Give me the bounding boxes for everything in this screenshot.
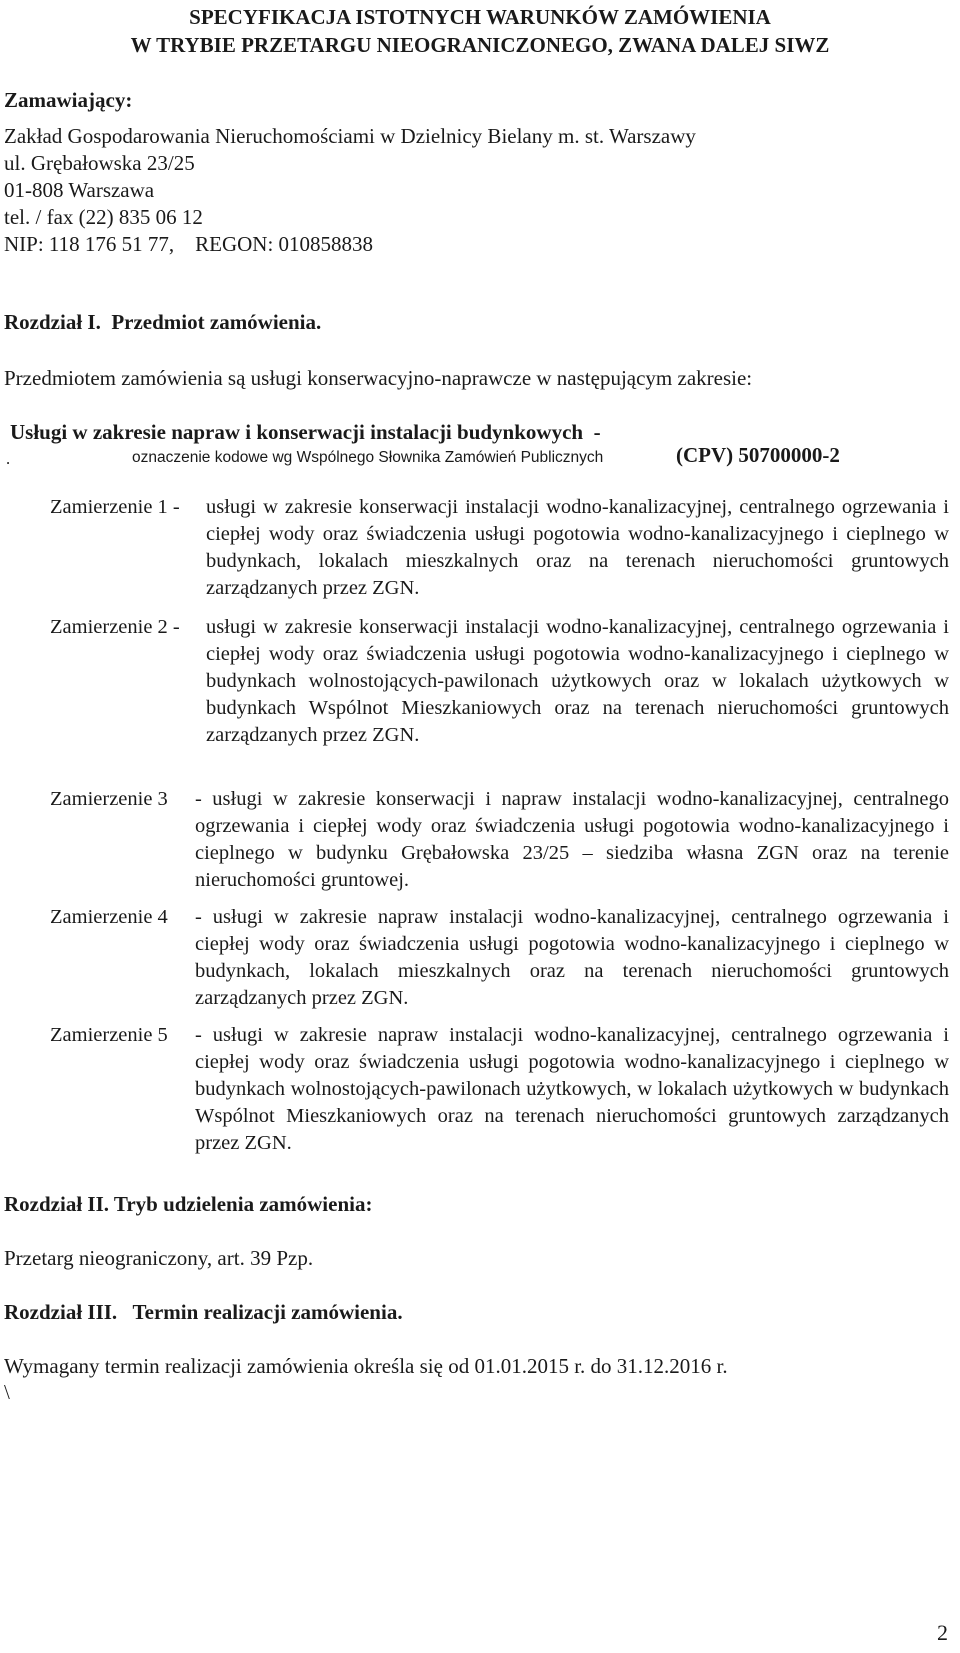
orderer-phone: tel. / fax (22) 835 06 12 [4,205,203,229]
page-number: 2 [937,1620,948,1645]
zamierzenie-3-label: Zamierzenie 3 [50,788,168,810]
zamierzenie-1 [50,494,950,602]
zamierzenie-5-label: Zamierzenie 5 [50,1024,168,1046]
zamierzenie-3-text: - usługi w zakresie konserwacji i napraw instalacji wodno-kanalizacyjnej, centralnego ogrzewania i ciepłej wody oraz świadczenia usługi pogotowia wodno-kanalizacyjnego i cieplnego w budynku Grębałowska 23/25 – siedziba własna ZGN oraz na terenie nieruchomości gruntowej. [195,788,949,891]
chapter-3-text: Wymagany termin realizacji zamówienia określa się od 01.01.2015 r. do 31.12.2016 r. [4,1354,728,1378]
chapter-1-intro: Przedmiotem zamówienia są usługi konserwacyjno-naprawcze w następującym zakresie: [4,366,753,390]
chapter-1-heading: Rozdział I. Przedmiot zamówienia. [4,310,322,334]
orderer-city: 01-808 Warszawa [4,178,155,202]
cpv-label: oznaczenie kodowe wg Wspólnego Słownika Zamówień Publicznych [132,449,604,466]
zamierzenie-5-text: - usługi w zakresie napraw instalacji wodno-kanalizacyjnej, centralnego ogrzewania i ciepłej wody oraz świadczenia usługi pogotowia wodno-kanalizacyjnego i cieplnego w budynkach wolnostojących-pawilonach użytkowych, w lokalach użytkowych w budynkach Wspólnot Mieszkaniowych oraz na terenach nieruchomości gruntowych zarządzanych przez ZGN. [195,1024,949,1154]
chapter-2-text: Przetarg nieograniczony, art. 39 Pzp. [4,1246,314,1270]
zamierzenie-4-text: - usługi w zakresie napraw instalacji wodno-kanalizacyjnej, centralnego ogrzewania i ciepłej wody oraz świadczenia usługi pogotowia wodno-kanalizacyjnego i cieplnego w budynkach, lokalach mieszkalnych oraz na terenach nieruchomości gruntowych zarządzanych przez ZGN. [195,906,949,1009]
zamierzenie-1-text: usługi w zakresie konserwacji instalacji wodno-kanalizacyjnej, centralnego ogrzewania i ciepłej wody oraz świadczenia usługi pogotowia wodno-kanalizacyjnego i cieplnego w budynkach, lokalach mieszkalnych oraz na terenach nieruchomości gruntowych zarządzanych przez ZGN. [206,496,949,599]
zamierzenie-2 [50,614,950,776]
orderer-label: Zamawiający: [4,88,133,112]
orderer-ids: NIP: 118 176 51 77, REGON: 010858838 [4,232,374,256]
zamierzenie-2-label: Zamierzenie 2 - [50,616,180,638]
orderer-name: Zakład Gospodarowania Nieruchomościami w Dzielnicy Bielany m. st. Warszawy [4,124,696,148]
stray-backslash: \ [4,1380,10,1404]
zamierzenie-4 [50,904,950,1012]
chapter-2-heading: Rozdział II. Tryb udzielenia zamówienia: [4,1192,373,1216]
zamierzenie-2-text: usługi w zakresie konserwacji instalacji wodno-kanalizacyjnej, centralnego ogrzewania i ciepłej wody oraz świadczenia usługi pogotowia wodno-kanalizacyjnego i cieplnego w budynkach wolnostojących-pawilonach użytkowych oraz w lokalach użytkowych w budynkach Wspólnot Mieszkaniowych oraz na terenach nieruchomości gruntowych zarządzanych przez ZGN. [206,616,949,746]
chapter-3-heading: Rozdział III. Termin realizacji zamówienia. [4,1300,403,1324]
zamierzenie-3 [50,786,950,894]
cpv-prefix: . [6,449,11,468]
document-title-line-1: SPECYFIKACJA ISTOTNYCH WARUNKÓW ZAMÓWIENIA [189,5,771,29]
zamierzenie-1-label: Zamierzenie 1 - [50,496,180,518]
zamierzenie-4-label: Zamierzenie 4 [50,906,168,928]
document-title-line-2: W TRYBIE PRZETARGU NIEOGRANICZONEGO, ZWANA DALEJ SIWZ [130,33,830,57]
orderer-street: ul. Grębałowska 23/25 [4,151,195,175]
scope-line: Usługi w zakresie napraw i konserwacji instalacji budynkowych - [10,420,601,444]
cpv-code: (CPV) 50700000-2 [676,443,840,467]
zamierzenie-5 [50,1022,950,1184]
